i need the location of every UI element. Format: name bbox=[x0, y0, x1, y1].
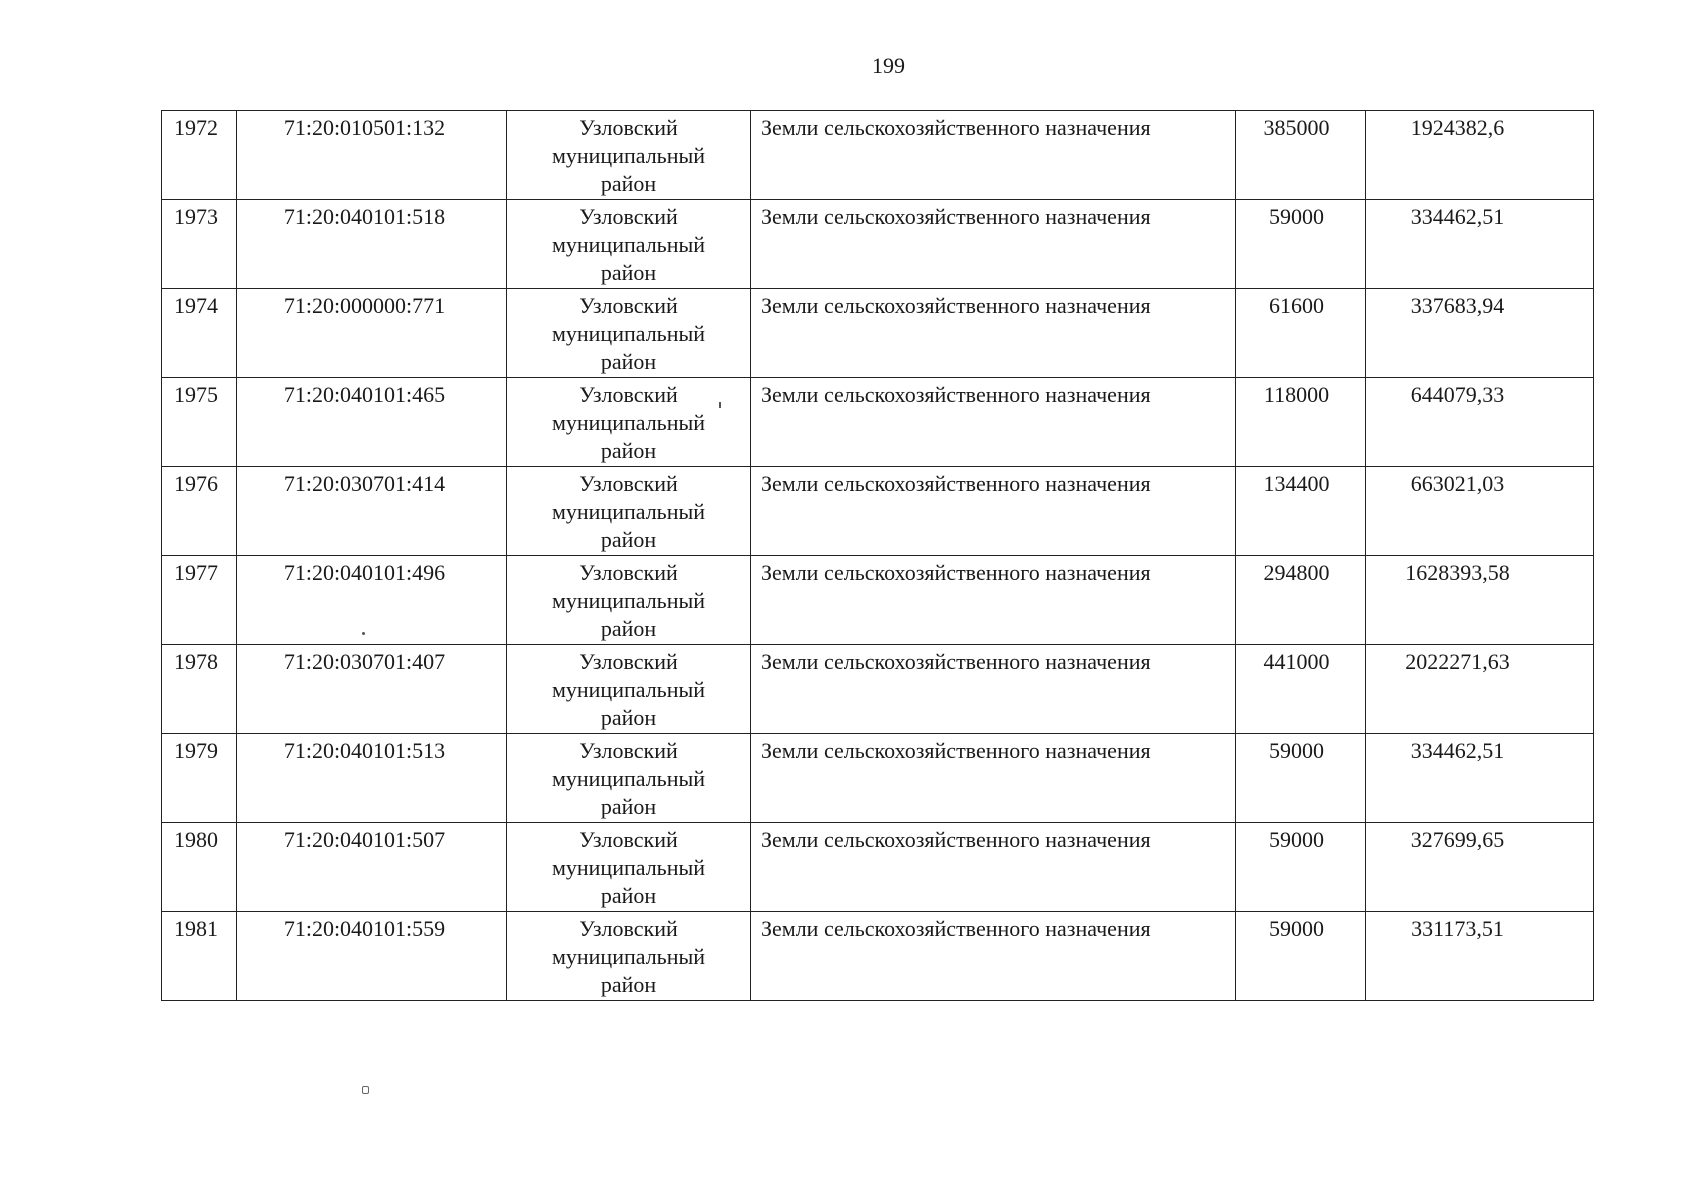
district-line: муниципальный bbox=[551, 499, 706, 524]
district-line: Узловский bbox=[579, 649, 678, 674]
cell-cadastral-value: 331173,51 bbox=[1366, 912, 1594, 1001]
district-line: муниципальный bbox=[551, 677, 706, 702]
cell-district bbox=[507, 912, 751, 1001]
cell-cadastral-number: 71:20:040101:465 bbox=[237, 378, 507, 467]
cell-cadastral-number: 71:20:040101:496 bbox=[237, 556, 507, 645]
district-line: район bbox=[600, 972, 657, 997]
table-row bbox=[162, 200, 1594, 289]
cell-cadastral-number: 71:20:030701:407 bbox=[237, 645, 507, 734]
cell-land-category: Земли сельскохозяйственного назначения bbox=[751, 734, 1236, 823]
district-line: Узловский bbox=[579, 293, 678, 318]
district-line: муниципальный bbox=[551, 232, 706, 257]
cell-cadastral-number: 71:20:030701:414 bbox=[237, 467, 507, 556]
table-row bbox=[162, 734, 1594, 823]
district-line: район bbox=[600, 883, 657, 908]
district-line: Узловский bbox=[579, 204, 678, 229]
cell-area: 134400 bbox=[1236, 467, 1366, 556]
cell-area: 59000 bbox=[1236, 912, 1366, 1001]
cell-area: 59000 bbox=[1236, 734, 1366, 823]
scan-speck bbox=[362, 1086, 369, 1094]
cell-number: 1978 bbox=[162, 645, 237, 734]
cell-number: 1977 bbox=[162, 556, 237, 645]
cell-land-category: Земли сельскохозяйственного назначения bbox=[751, 289, 1236, 378]
cell-area: 118000 bbox=[1236, 378, 1366, 467]
district-line: Узловский bbox=[579, 382, 678, 407]
district-line: Узловский bbox=[579, 916, 678, 941]
scan-speck bbox=[362, 632, 365, 635]
cell-land-category: Земли сельскохозяйственного назначения bbox=[751, 912, 1236, 1001]
cell-cadastral-value: 1924382,6 bbox=[1366, 111, 1594, 200]
district-line: муниципальный bbox=[551, 410, 706, 435]
cell-cadastral-value: 1628393,58 bbox=[1366, 556, 1594, 645]
cell-cadastral-value: 337683,94 bbox=[1366, 289, 1594, 378]
cell-number: 1976 bbox=[162, 467, 237, 556]
table-row bbox=[162, 556, 1594, 645]
district-line: район bbox=[600, 527, 657, 552]
district-line: муниципальный bbox=[551, 766, 706, 791]
cell-number: 1979 bbox=[162, 734, 237, 823]
district-line: район bbox=[600, 349, 657, 374]
scan-speck bbox=[719, 402, 721, 408]
land-plot-table bbox=[161, 110, 1594, 1001]
district-line: Узловский bbox=[579, 827, 678, 852]
cell-land-category: Земли сельскохозяйственного назначения bbox=[751, 645, 1236, 734]
cell-cadastral-value: 334462,51 bbox=[1366, 200, 1594, 289]
cell-cadastral-number: 71:20:040101:518 bbox=[237, 200, 507, 289]
cell-district bbox=[507, 289, 751, 378]
district-line: район bbox=[600, 171, 657, 196]
district-line: муниципальный bbox=[551, 321, 706, 346]
cell-district bbox=[507, 200, 751, 289]
cell-number: 1981 bbox=[162, 912, 237, 1001]
cell-area: 385000 bbox=[1236, 111, 1366, 200]
cell-district bbox=[507, 734, 751, 823]
district-line: муниципальный bbox=[551, 944, 706, 969]
table-row bbox=[162, 378, 1594, 467]
cell-area: 61600 bbox=[1236, 289, 1366, 378]
cell-district bbox=[507, 823, 751, 912]
cell-district bbox=[507, 378, 751, 467]
cell-cadastral-value: 334462,51 bbox=[1366, 734, 1594, 823]
district-line: муниципальный bbox=[551, 588, 706, 613]
district-line: Узловский bbox=[579, 471, 678, 496]
cell-land-category: Земли сельскохозяйственного назначения bbox=[751, 378, 1236, 467]
cell-cadastral-number: 71:20:040101:513 bbox=[237, 734, 507, 823]
cell-number: 1974 bbox=[162, 289, 237, 378]
table-row bbox=[162, 912, 1594, 1001]
district-line: район bbox=[600, 616, 657, 641]
cell-district bbox=[507, 467, 751, 556]
table-row bbox=[162, 645, 1594, 734]
cell-number: 1980 bbox=[162, 823, 237, 912]
cell-cadastral-value: 644079,33 bbox=[1366, 378, 1594, 467]
cell-number: 1973 bbox=[162, 200, 237, 289]
district-line: район bbox=[600, 794, 657, 819]
cell-cadastral-number: 71:20:000000:771 bbox=[237, 289, 507, 378]
table-row bbox=[162, 111, 1594, 200]
cell-district bbox=[507, 111, 751, 200]
district-line: муниципальный bbox=[551, 143, 706, 168]
cell-area: 441000 bbox=[1236, 645, 1366, 734]
cell-cadastral-value: 2022271,63 bbox=[1366, 645, 1594, 734]
cell-district bbox=[507, 556, 751, 645]
table-row bbox=[162, 467, 1594, 556]
district-line: муниципальный bbox=[551, 855, 706, 880]
district-line: Узловский bbox=[579, 738, 678, 763]
district-line: Узловский bbox=[579, 115, 678, 140]
cell-land-category: Земли сельскохозяйственного назначения bbox=[751, 111, 1236, 200]
cell-cadastral-value: 327699,65 bbox=[1366, 823, 1594, 912]
cell-land-category: Земли сельскохозяйственного назначения bbox=[751, 200, 1236, 289]
cell-cadastral-number: 71:20:010501:132 bbox=[237, 111, 507, 200]
cell-cadastral-number: 71:20:040101:507 bbox=[237, 823, 507, 912]
cell-land-category: Земли сельскохозяйственного назначения bbox=[751, 556, 1236, 645]
page-number: 199 bbox=[872, 53, 905, 78]
cell-area: 59000 bbox=[1236, 200, 1366, 289]
cell-area: 294800 bbox=[1236, 556, 1366, 645]
cell-number: 1972 bbox=[162, 111, 237, 200]
cell-land-category: Земли сельскохозяйственного назначения bbox=[751, 467, 1236, 556]
cell-district bbox=[507, 645, 751, 734]
cell-area: 59000 bbox=[1236, 823, 1366, 912]
district-line: район bbox=[600, 438, 657, 463]
cell-cadastral-number: 71:20:040101:559 bbox=[237, 912, 507, 1001]
district-line: Узловский bbox=[579, 560, 678, 585]
table-row bbox=[162, 823, 1594, 912]
cell-number: 1975 bbox=[162, 378, 237, 467]
table-body bbox=[162, 111, 1594, 1001]
district-line: район bbox=[600, 260, 657, 285]
cell-cadastral-value: 663021,03 bbox=[1366, 467, 1594, 556]
cell-land-category: Земли сельскохозяйственного назначения bbox=[751, 823, 1236, 912]
district-line: район bbox=[600, 705, 657, 730]
table-row bbox=[162, 289, 1594, 378]
